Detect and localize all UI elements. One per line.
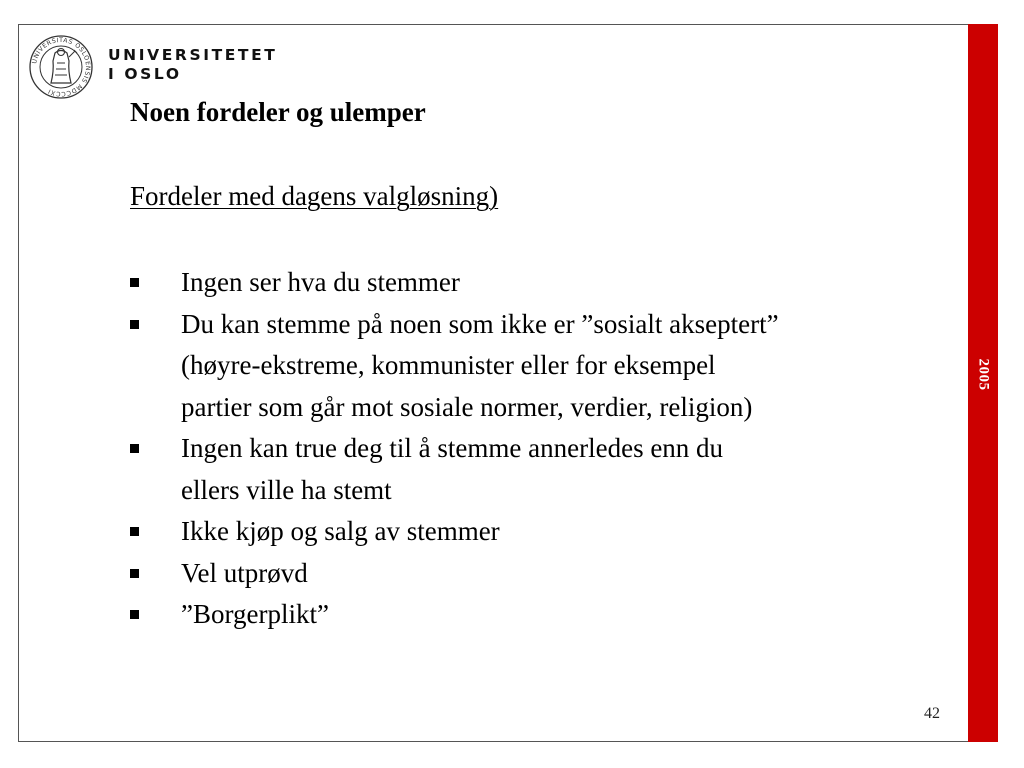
bullet-item <box>130 262 960 304</box>
bullet-item <box>130 304 960 429</box>
year-label <box>968 344 998 404</box>
bullet-line: Vel utprøvd <box>181 557 308 588</box>
university-seal-logo <box>29 35 93 99</box>
page-number: 42 <box>924 705 940 722</box>
bullet-item <box>130 511 960 553</box>
institution-line-1: UNIVERSITETET <box>108 46 278 64</box>
square-bullet-icon <box>130 569 139 578</box>
bullet-line: Du kan stemme på noen som ikke er ”sosialt akseptert” <box>181 308 779 339</box>
bullet-line: Ingen ser hva du stemmer <box>181 267 460 297</box>
bullet-line: Ikke kjøp og salg av stemmer <box>181 516 500 546</box>
bullet-item <box>130 428 960 511</box>
square-bullet-icon <box>130 320 139 329</box>
bullet-line: ”Borgerplikt” <box>181 599 329 629</box>
bullet-item <box>130 594 960 636</box>
seal-ring-text: UNIVERSITAS OSLOENSIS MDCCCXI <box>31 36 92 98</box>
bullet-line: Ingen kan true deg til å stemme annerledes enn du <box>181 433 724 463</box>
bullet-list <box>130 262 960 636</box>
year-text: 2005 <box>975 358 992 390</box>
institution-name <box>108 46 277 84</box>
bullet-line: (høyre-ekstreme, kommunister eller for eksempel <box>181 350 716 380</box>
square-bullet-icon <box>130 444 139 453</box>
square-bullet-icon <box>130 527 139 536</box>
bullet-line: ellers ville ha stemt <box>181 474 392 505</box>
slide-title: Noen fordeler og ulemper <box>130 97 426 127</box>
square-bullet-icon <box>130 278 139 287</box>
bullet-line: partier som går mot sosiale normer, verdier, religion) <box>181 391 753 422</box>
square-bullet-icon <box>130 610 139 619</box>
institution-line-2: I OSLO <box>108 65 182 83</box>
slide-subtitle: Fordeler med dagens valgløsning) <box>130 181 499 211</box>
bullet-item <box>130 553 960 595</box>
